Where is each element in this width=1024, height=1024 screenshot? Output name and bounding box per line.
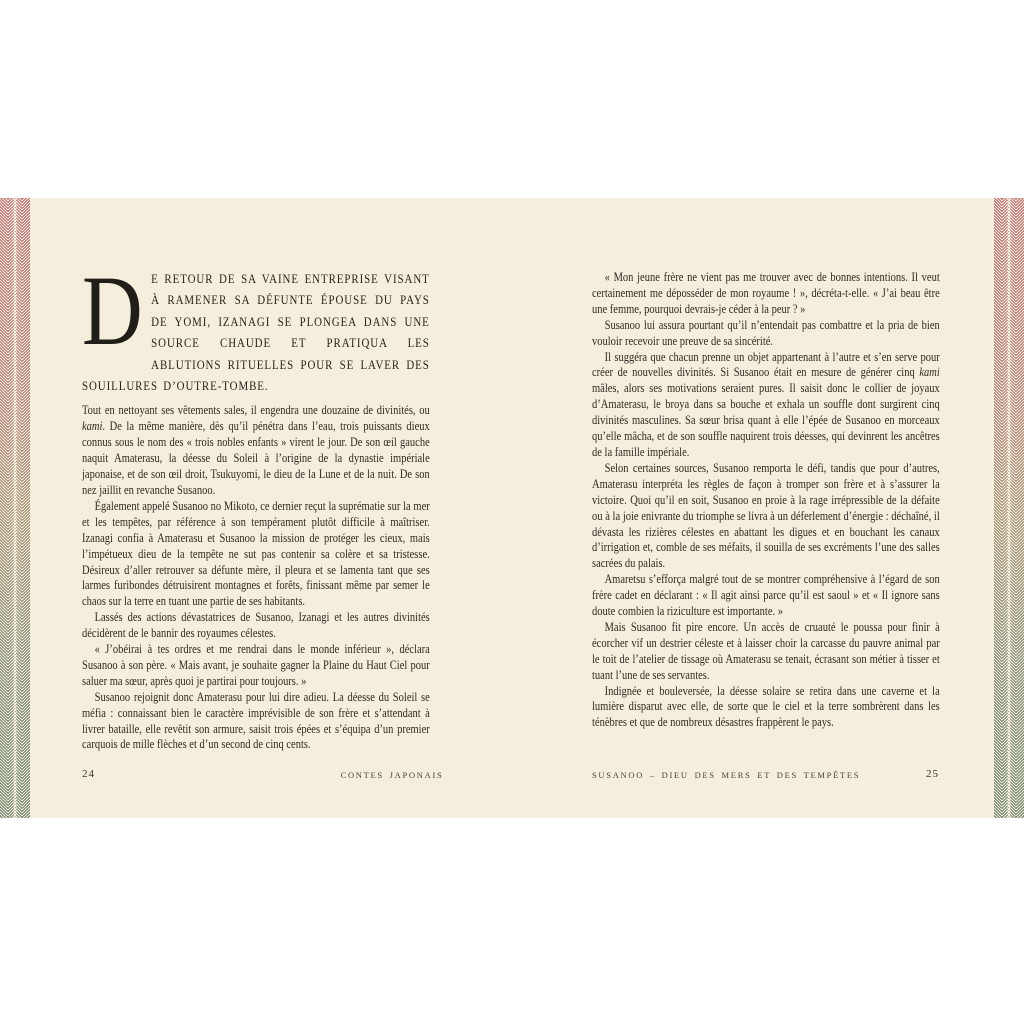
paragraph: Susanoo rejoignit donc Amaterasu pour lui dire adieu. La déesse du Soleil se méfia : connaissant bien le caractère imprévisible de son frère et s’attendant à livrer bataille, elle revêtit son armure, saisit trois épées et s’équipa d’un premier carquois de mille flèches et d’un second de cinq cents. xyxy=(82,689,430,752)
book-spread xyxy=(0,198,1024,818)
paragraph: « J’obéirai à tes ordres et me rendrai dans le monde inférieur », déclara Susanoo à son père. « Mais avant, je souhaite gagner la Plaine du Haut Ciel pour saluer ma sœur, après quoi je partirai pour toujours. » xyxy=(82,642,430,688)
decorative-border-right xyxy=(994,198,1024,818)
paragraph: Également appelé Susanoo no Mikoto, ce dernier reçut la suprématie sur la mer et les tempêtes, par référence à son tempérament plutôt difficile à maîtriser. Izanagi confia à Amaterasu et Susanoo la mission de protéger les cieux, mais l’impétueux dieu de la tempête ne sut pas contenir sa colère et sa tristesse. Désireux d’aller retrouver sa défunte mère, il pleura et se lamenta tant que ses larmes furibondes détruisirent montagnes et forêts, finissant même par semer le chaos sur la terre en tuant une partie de ses habitants. xyxy=(82,498,430,609)
left-page-body xyxy=(82,403,430,753)
paragraph: Mais Susanoo fit pire encore. Un accès de cruauté le poussa pour finir à écorcher vif un destrier céleste et à laisser choir la carcasse du pauvre animal par le toit de l’atelier de tissage où Amaterasu se tenait, écrasant son métier à tisser et tuant l’une de ses servantes. xyxy=(592,619,940,682)
drop-cap: D xyxy=(82,255,144,366)
paragraph: Tout en nettoyant ses vêtements sales, il engendra une douzaine de divinités, ou kami. De la même manière, dès qu’il pénétra dans l’eau, trois puissants dieux connus sous le nom des « trois nobles enfants » virent le jour. De son œil gauche naquit Amaterasu, la déesse du Soleil à l’origine de la dynastie impériale japonaise, et de son œil droit, Tsukuyomi, le dieu de la Lune et de la nuit. De son nez jaillit en revanche Susanoo. xyxy=(82,403,430,497)
page-number-left: 24 xyxy=(82,768,95,780)
lead-paragraph xyxy=(82,255,430,396)
right-page-text-column xyxy=(592,270,940,731)
paragraph: Lassés des actions dévastatrices de Susanoo, Izanagi et les autres divinités décidèrent de le bannir des royaumes célestes. xyxy=(82,610,430,641)
left-page-text-column xyxy=(82,255,430,753)
decorative-border-left xyxy=(0,198,30,818)
paragraph: Selon certaines sources, Susanoo remporta le défi, tandis que pour d’autres, Amaterasu interpréta les règles de façon à tromper son frère et à s’assurer la victoire. Quoi qu’il en soit, Susanoo en proie à la rage irrépressible de la défaite ou à la joie enivrante du triomphe se livra à un déferlement d’énergie : déchaîné, il dévasta les rizières célestes en abattant les digues et en bouchant les canaux d’irrigation et, comble de ses méfaits, il souilla de ses excréments l’une des salles sacrées du palais. xyxy=(592,460,940,571)
paragraph: Amaretsu s’efforça malgré tout de se montrer compréhensive à l’égard de son frère cadet en déclarant : « Il agit ainsi parce qu’il est saoul » et « Il ignore sans doute combien la riziculture est importante. » xyxy=(592,572,940,619)
running-title-left: CONTES JAPONAIS xyxy=(340,770,444,780)
paragraph: Il suggéra que chacun prenne un objet appartenant à l’autre et s’en serve pour créer de nouvelles divinités. Si Susanoo était en mesure de générer cinq kami mâles, alors ses motivations seraient pures. Il saisit donc le collier de joyaux d’Amaterasu, le broya dans sa bouche et exhala un souffle dont surgirent cinq divinités masculines. Sa sœur brisa quant à elle l’épée de Susanoo en morceaux qu’elle mâcha, et de son souffle naquirent trois déesses, qui devinrent les ancêtres de la famille impériale. xyxy=(592,349,940,459)
paragraph: Indignée et bouleversée, la déesse solaire se retira dans une caverne et la lumière disparut avec elle, de sorte que le ciel et la terre sombrèrent dans les ténèbres et que de nombreux désastres frappèrent le pays. xyxy=(592,683,940,730)
right-page-body xyxy=(592,270,940,731)
paragraph: Susanoo lui assura pourtant qu’il n’entendait pas combattre et la pria de bien vouloir recevoir une preuve de sa sincérité. xyxy=(592,317,940,348)
lead-text: E RETOUR DE SA VAINE ENTREPRISE VISANT À RAMENER SA DÉFUNTE ÉPOUSE DU PAYS DE YOMI, IZANAGI SE PLONGEA DANS UNE SOURCE CHAUDE ET PRATIQUA LES ABLUTIONS RITUELLES POUR SE LAVER DES SOUILLURES D’OUTRE-TOMBE. xyxy=(82,271,430,394)
page-number-right: 25 xyxy=(926,768,939,780)
paragraph: « Mon jeune frère ne vient pas me trouver avec de bonnes intentions. Il veut certainement me déposséder de mon royaume ! », décréta-t-elle. « J’ai beau être une femme, pourquoi devrais-je céder à la peur ? » xyxy=(592,270,940,316)
running-title-right: SUSANOO – DIEU DES MERS ET DES TEMPÊTES xyxy=(592,770,861,780)
